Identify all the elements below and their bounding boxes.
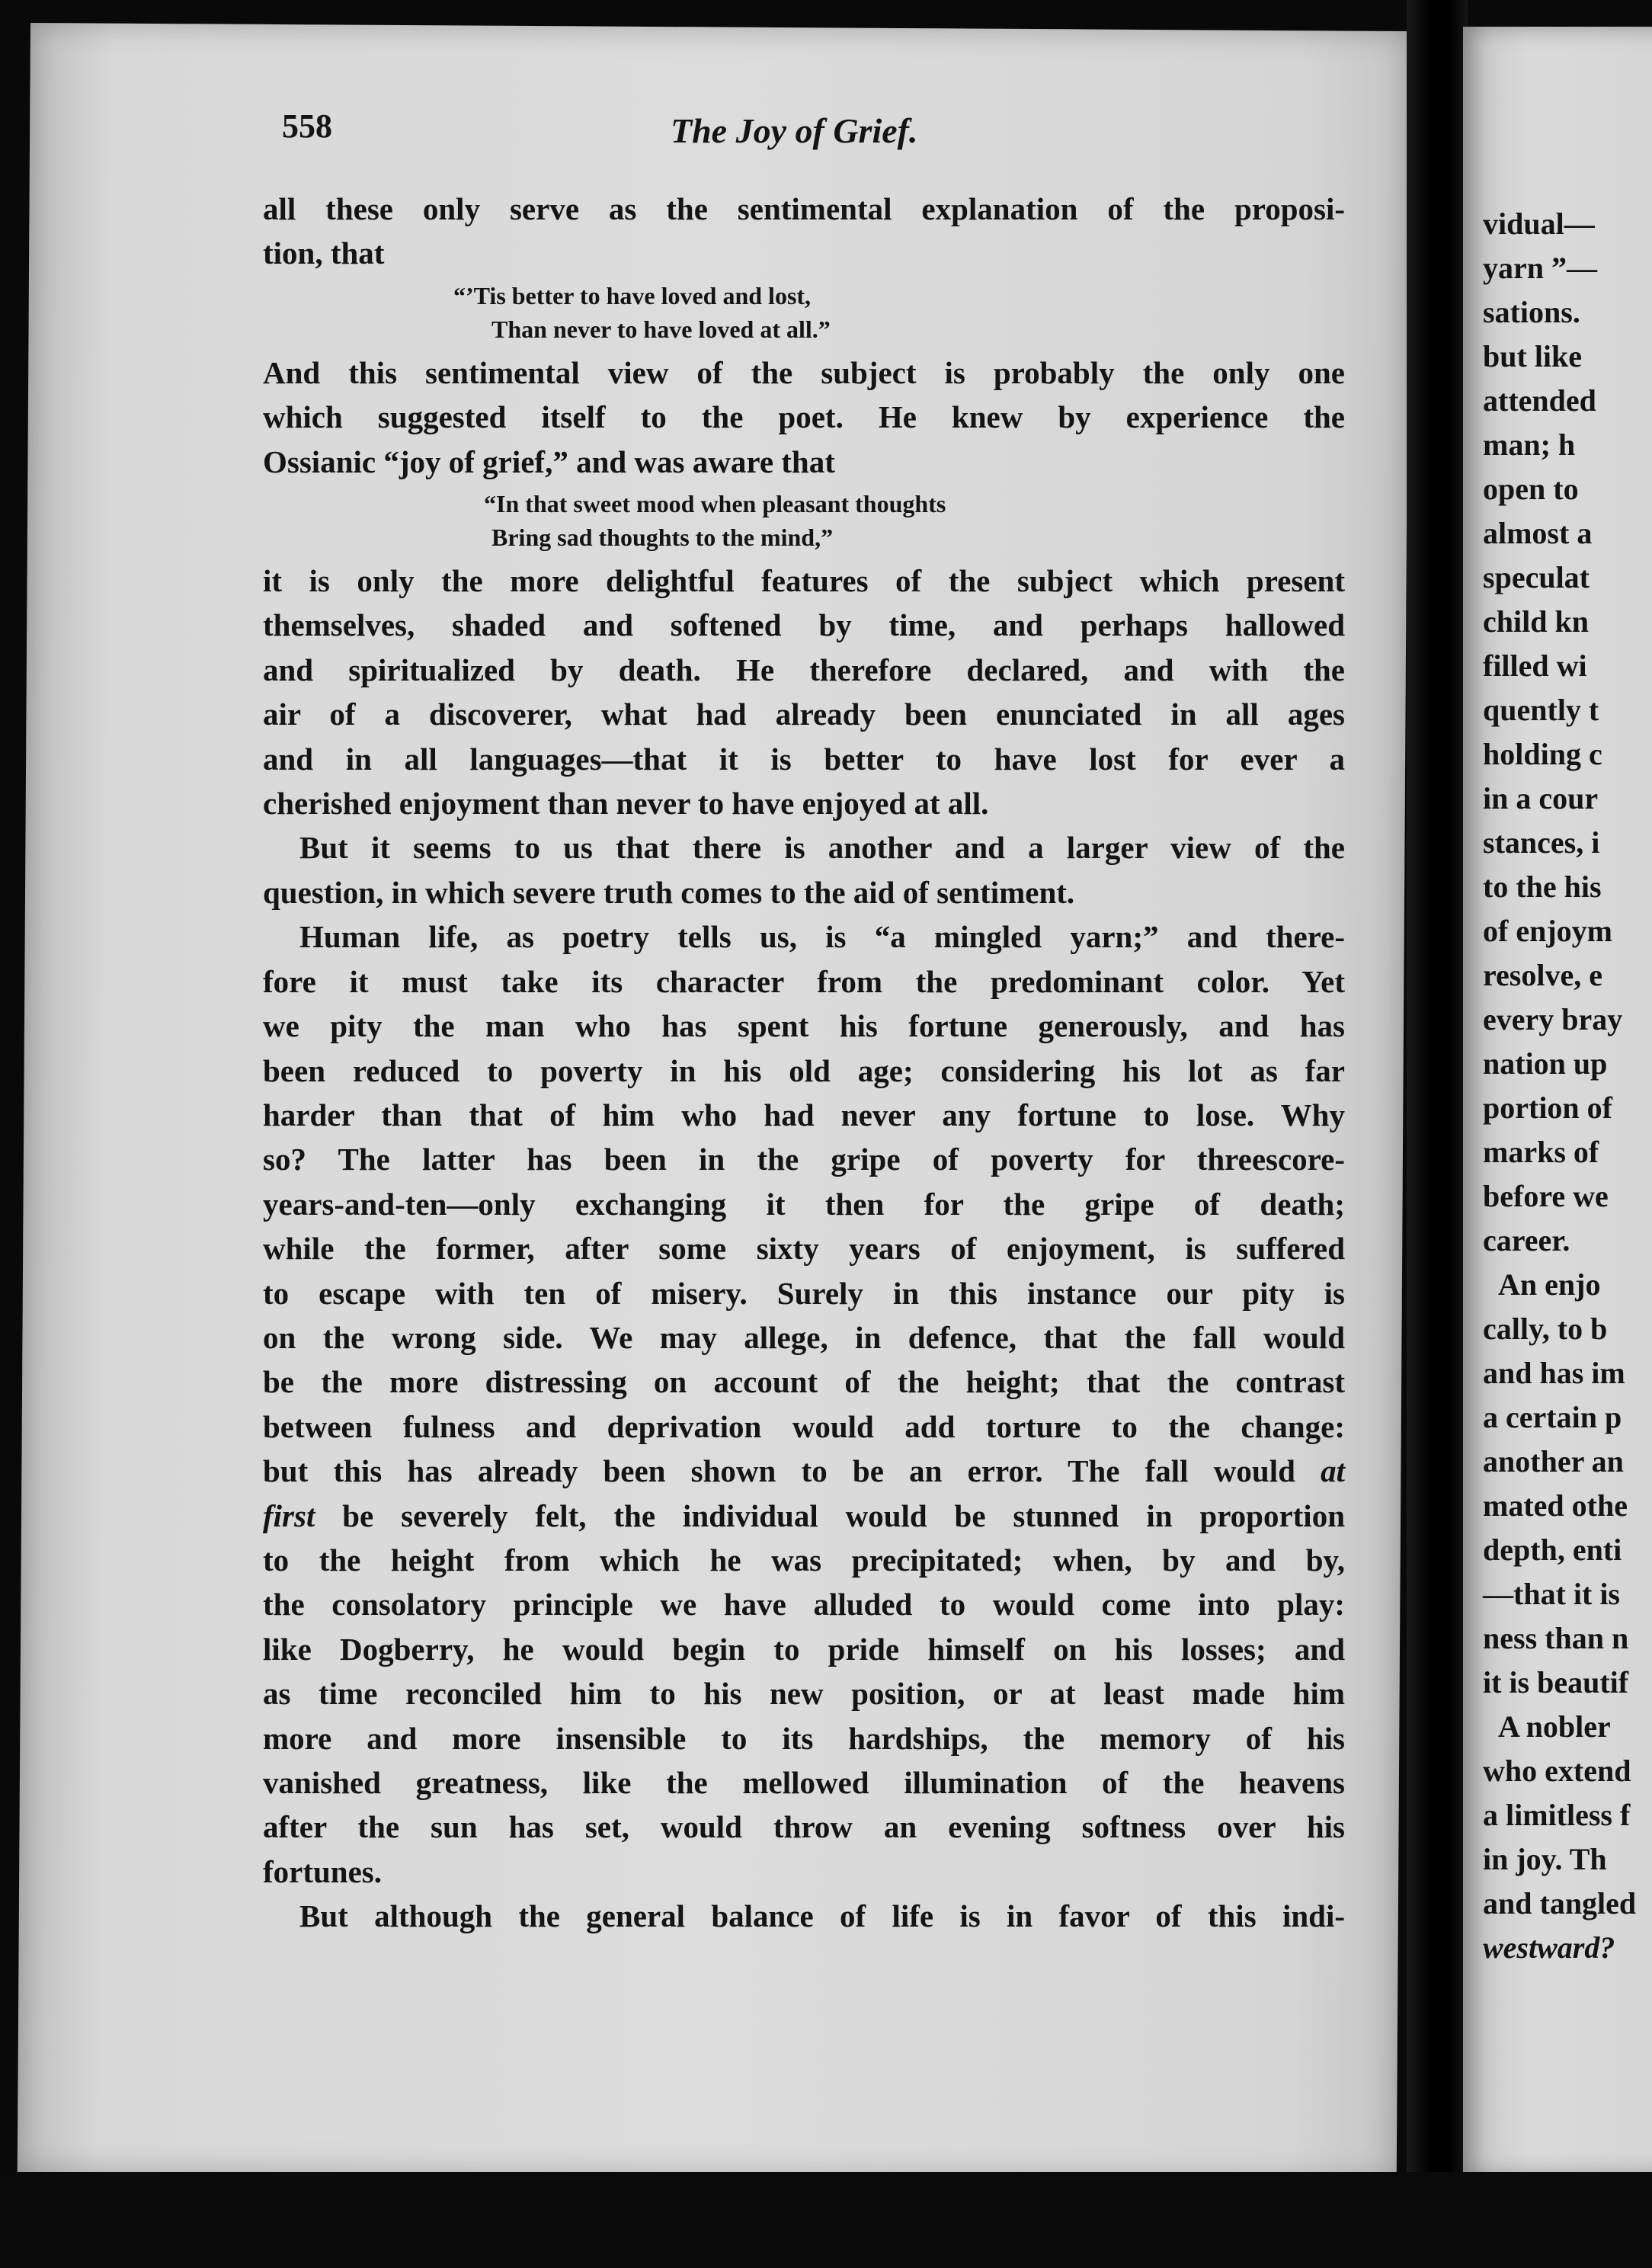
text-line: between fulness and deprivation would add torture to the change: (263, 1408, 1345, 1444)
quote-line: Bring sad thoughts to the mind,” (491, 524, 834, 552)
facing-line: child kn (1483, 604, 1589, 639)
facing-line: An enjo (1498, 1267, 1601, 1302)
quote-line: Than never to have loved at all.” (491, 315, 831, 343)
text-line: more and more insensible to its hardships, the memory of his (263, 1720, 1345, 1756)
facing-line: sations. (1483, 295, 1580, 329)
quote-line: “’Tis better to have loved and lost, (453, 281, 812, 309)
text-line: been reduced to poverty in his old age; considering his lot as far (263, 1052, 1345, 1088)
facing-line: nation up (1483, 1046, 1608, 1081)
text-line: to the height from which he was precipitated; when, by and by, (263, 1542, 1345, 1578)
text-line (263, 1449, 1345, 1493)
facing-line: quently t (1483, 693, 1599, 727)
text-line: And this sentimental view of the subject is probably the only one (263, 354, 1345, 390)
text-line: all these only serve as the sentimental explanation of the proposi- (263, 191, 1345, 226)
facing-line: and has im (1483, 1356, 1625, 1390)
facing-line: westward? (1483, 1930, 1615, 1965)
facing-line: marks of (1483, 1135, 1599, 1169)
text-line: Human life, as poetry tells us, is “a mingled yarn;” and there- (299, 919, 1345, 955)
main-text-column (263, 187, 1345, 1939)
facing-line: career. (1483, 1223, 1570, 1257)
facing-line: another an (1483, 1444, 1624, 1478)
facing-line: resolve, e (1483, 958, 1602, 992)
text-line: on the wrong side. We may allege, in defence, that the fall would (263, 1319, 1345, 1355)
facing-line: a limitless f (1483, 1798, 1631, 1832)
text-line: air of a discoverer, what had already been enunciated in all ages (263, 697, 1345, 732)
text-line: it is only the more delightful features of the subject which present (263, 563, 1345, 599)
italic-text: at (1321, 1453, 1345, 1489)
text-line: while the former, after some sixty years of enjoyment, is suffered (263, 1231, 1345, 1267)
facing-line: it is beautif (1483, 1665, 1629, 1699)
text-line: themselves, shaded and softened by time, and perhaps hallowed (263, 607, 1345, 643)
text-line (263, 1494, 1345, 1538)
verse-quote (263, 487, 1345, 554)
facing-line: cally, to b (1483, 1312, 1608, 1346)
facing-line: attended (1483, 383, 1596, 418)
page-header (229, 107, 1372, 168)
facing-line: depth, enti (1483, 1533, 1622, 1567)
text-line: question, in which severe truth comes to the aid of sentiment. (263, 874, 1075, 910)
text-line: after the sun has set, would throw an evening softness over his (263, 1809, 1345, 1845)
text-line: so? The latter has been in the gripe of poverty for threescore- (263, 1142, 1345, 1177)
facing-line: before we (1483, 1179, 1609, 1213)
facing-line: —that it is (1483, 1577, 1620, 1611)
text-line: harder than that of him who had never any fortune to lose. Why (263, 1097, 1345, 1132)
text-line: years-and-ten—only exchanging it then for the gripe of death; (263, 1186, 1345, 1222)
text-fragment: but this has already been shown to be an error. The fall would (263, 1453, 1321, 1489)
text-line: as time reconciled him to his new position, or at least made him (263, 1676, 1345, 1712)
text-line: fore it must take its character from the predominant color. Yet (263, 963, 1345, 999)
facing-line: open to (1483, 472, 1579, 506)
facing-line: holding c (1483, 737, 1602, 771)
facing-line: almost a (1483, 516, 1593, 550)
facing-line: stances, i (1483, 825, 1600, 860)
scan-border (0, 2172, 1652, 2268)
facing-line: a certain p (1483, 1400, 1622, 1434)
quote-line: “In that sweet mood when pleasant thoughts (484, 490, 946, 518)
text-line: which suggested itself to the poet. He knew by experience the (263, 399, 1345, 435)
text-line: cherished enjoyment than never to have enjoyed at all. (263, 786, 989, 822)
italic-text: first (263, 1498, 315, 1533)
book-gutter (1407, 0, 1468, 2268)
facing-line: man; h (1483, 428, 1576, 462)
facing-line: speculat (1483, 560, 1590, 594)
text-line: fortunes. (263, 1853, 383, 1889)
facing-line: in joy. Th (1483, 1842, 1607, 1876)
text-line: be the more distressing on account of the height; that the contrast (263, 1364, 1345, 1400)
facing-line: portion of (1483, 1091, 1612, 1125)
facing-line: ness than n (1483, 1621, 1629, 1655)
facing-line: vidual— (1483, 207, 1595, 241)
facing-page-text (1483, 202, 1652, 1970)
verse-quote (263, 279, 1345, 346)
text-line: But it seems to us that there is another and a larger view of the (299, 830, 1345, 866)
running-head: The Joy of Grief. (671, 111, 918, 150)
facing-line: in a cour (1483, 781, 1599, 815)
text-line: and spiritualized by death. He therefore declared, and with the (263, 652, 1345, 687)
text-line: and in all languages—that it is better to have lost for ever a (263, 741, 1345, 777)
text-line: vanished greatness, like the mellowed illumination of the heavens (263, 1765, 1345, 1800)
text-fragment: be severely felt, the individual would be stunned in proportion (315, 1498, 1345, 1533)
facing-line: yarn ”— (1483, 251, 1597, 285)
text-line: the consolatory principle we have alluded to would come into play: (263, 1587, 1345, 1623)
facing-line: but like (1483, 339, 1583, 373)
text-line: we pity the man who has spent his fortune generously, and has (263, 1008, 1345, 1044)
facing-line: every bray (1483, 1002, 1623, 1036)
page-number: 558 (282, 107, 332, 145)
text-line: to escape with ten of misery. Surely in this instance our pity is (263, 1275, 1345, 1311)
facing-line: of enjoym (1483, 914, 1612, 948)
facing-line: and tangled (1483, 1886, 1637, 1920)
text-line: But although the general balance of life is in favor of this indi- (299, 1898, 1345, 1934)
text-line: like Dogberry, he would begin to pride himself on his losses; and (263, 1631, 1345, 1667)
facing-line: filled wi (1483, 649, 1587, 683)
facing-line: mated othe (1483, 1488, 1628, 1523)
facing-line: who extend (1483, 1754, 1631, 1788)
facing-line: to the his (1483, 870, 1602, 904)
facing-line: A nobler (1498, 1709, 1611, 1744)
text-line: tion, that (263, 235, 385, 271)
text-line: Ossianic “joy of grief,” and was aware that (263, 444, 835, 479)
